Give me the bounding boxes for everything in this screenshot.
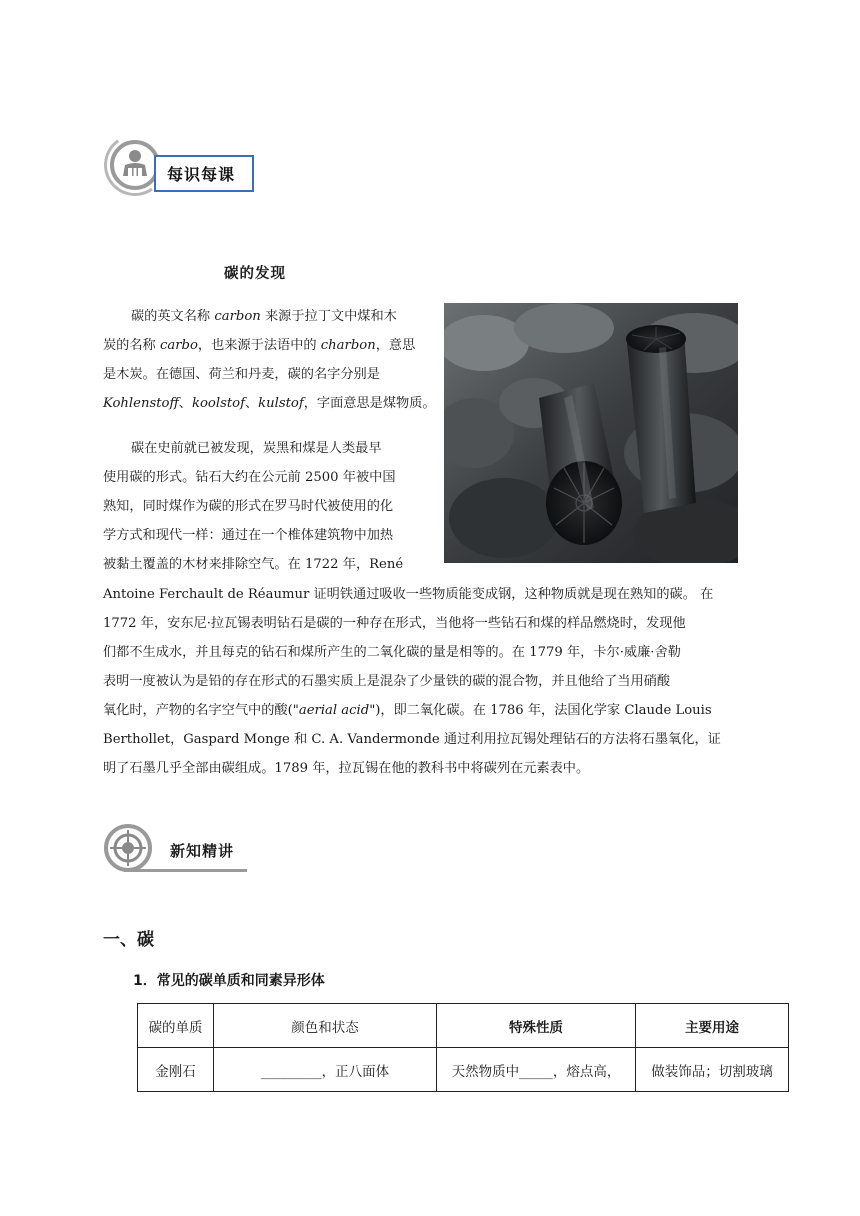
table-header-cell: 颜色和状态 [214,1004,437,1048]
text-line: Antoine Ferchault de Réaumur 证明铁通过吸收一些物质能变成钢，这种物质就是现在熟知的碳。 在 [103,587,714,602]
text-line: Berthollet，Gaspard Monge 和 C. A. Vandermonde 通过利用拉瓦锡处理钻石的方法将石墨氧化，证 [103,732,721,747]
table-cell: 做装饰品；切割玻璃 [636,1048,789,1092]
badge-label: 每识每课 [167,165,236,184]
table-header-cell: 特殊性质 [437,1004,636,1048]
text-line: 氧化时，产物的名字空气中的酸("aerial acid")，即二氧化碳。在 1786 年，法国化学家 Claude Louis [103,703,712,718]
target-icon [104,824,152,872]
text-line: Kohlenstoff、koolstof、kulstof，字面意思是煤物质。 [103,396,436,411]
table-cell: _________，正八面体 [214,1048,437,1092]
text-line: 碳在史前就已被发现，炭黑和煤是人类最早 [131,441,382,456]
badge-underline [124,869,247,872]
text-line: 炭的名称 carbo，也来源于法语中的 charbon，意思 [103,338,416,353]
text-line: 被黏土覆盖的木材来排除空气。在 1722 年，René [103,557,404,572]
text-line: 们都不生成水，并且每克的钻石和煤所产生的二氧化碳的量是相等的。在 1779 年，卡尔·威廉·舍勒 [103,645,681,660]
charcoal-photo [444,303,738,563]
carbon-allotropes-table [137,1003,789,1092]
text-line: 明了石墨几乎全部由碳组成。1789 年，拉瓦锡在他的教科书中将碳列在元素表中。 [103,761,590,776]
section-heading: 一、碳 [103,930,154,950]
table-header-row [138,1004,789,1048]
text-line: 是木炭。在德国、荷兰和丹麦，碳的名字分别是 [103,367,380,382]
text-line: 碳的英文名称 carbon 来源于拉丁文中煤和木 [131,309,397,324]
text-line: 1772 年，安东尼·拉瓦锡表明钻石是碳的一种存在形式，当他将一些钻石和煤的样品燃烧时，发现他 [103,616,686,631]
section-badge-new-knowledge: 新知精讲 [170,842,235,860]
table-cell: 天然物质中_____，熔点高， [437,1048,636,1092]
section-subheading: 1．常见的碳单质和同素异形体 [133,973,325,989]
text-line: 熟知，同时煤作为碳的形式在罗马时代被使用的化 [103,499,394,514]
table-header-cell: 主要用途 [636,1004,789,1048]
table-cell: 金刚石 [138,1048,214,1092]
text-line: 表明一度被认为是铅的存在形式的石墨实质上是混杂了少量铁的碳的混合物，并且他给了当用硝酸 [103,674,671,689]
table-header-cell: 碳的单质 [138,1004,214,1048]
table-row [138,1048,789,1092]
text-line: 使用碳的形式。钻石大约在公元前 2500 年被中国 [103,470,396,485]
text-line: 学方式和现代一样：通过在一个椎体建筑物中加热 [103,528,394,543]
article-title: 碳的发现 [224,266,286,282]
person-icon [110,140,160,190]
section-badge-daily-knowledge [154,155,254,192]
